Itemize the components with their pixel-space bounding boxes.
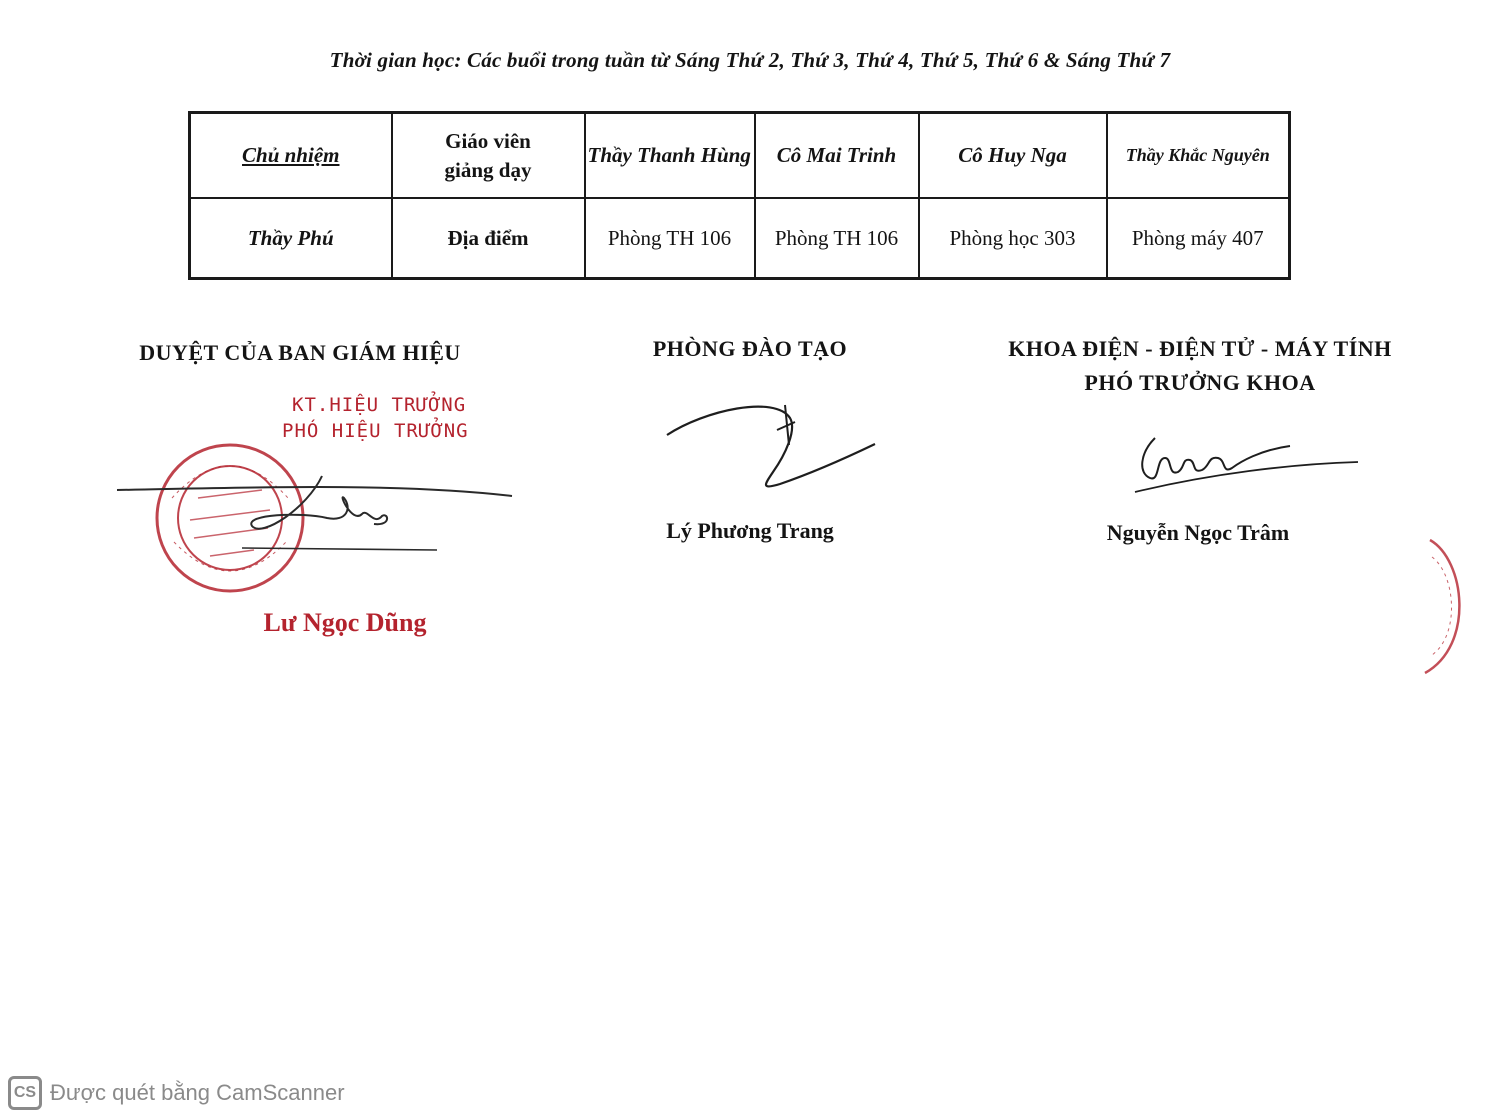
faculty-signer-name: Nguyễn Ngọc Trâm: [1106, 520, 1290, 545]
teacher-cell: Thầy Khắc Nguyên: [1107, 113, 1290, 199]
table-row: [190, 198, 1290, 279]
partial-seal-edge: [1420, 535, 1480, 685]
teacher-cell: Cô Huy Nga: [919, 113, 1107, 199]
timetable: [188, 111, 1291, 280]
room-cell: Phòng TH 106: [755, 198, 919, 279]
faculty-heading: [960, 336, 1440, 396]
training-office-signature: [665, 400, 885, 500]
stamp-title-line1: KT.HIỆU TRƯỞNG: [292, 394, 467, 416]
faculty-heading-line2: PHÓ TRƯỞNG KHOA: [1084, 370, 1316, 395]
homeroom-teacher: Thầy Phú: [190, 198, 392, 279]
board-signer-name: Lư Ngọc Dũng: [263, 608, 427, 637]
camscanner-watermark: [8, 1076, 345, 1110]
board-approval-heading: DUYỆT CỦA BAN GIÁM HIỆU: [139, 340, 461, 365]
faculty-heading-line1: KHOA ĐIỆN - ĐIỆN TỬ - MÁY TÍNH: [1008, 336, 1392, 361]
camscanner-logo-icon: CS: [8, 1076, 42, 1110]
teacher-cell: Thầy Thanh Hùng: [585, 113, 755, 199]
room-cell: Phòng TH 106: [585, 198, 755, 279]
room-cell: Phòng máy 407: [1107, 198, 1290, 279]
teacher-cell: Cô Mai Trinh: [755, 113, 919, 199]
teacher-label: Giáo viên giảng dạy: [392, 113, 585, 199]
table-row: [190, 113, 1290, 199]
training-office-signer-name: Lý Phương Trang: [666, 518, 834, 543]
camscanner-label: Được quét bằng CamScanner: [50, 1080, 345, 1105]
room-cell: Phòng học 303: [919, 198, 1107, 279]
faculty-signature: [1130, 428, 1370, 498]
training-office-heading: PHÒNG ĐÀO TẠO: [652, 336, 848, 361]
stamp-title-line2: PHÓ HIỆU TRƯỞNG: [282, 420, 469, 442]
location-label: Địa điểm: [392, 198, 585, 279]
homeroom-header: Chủ nhiệm: [190, 113, 392, 199]
board-signature: [112, 468, 532, 558]
schedule-line: Thời gian học: Các buổi trong tuần từ Sáng Thứ 2, Thứ 3, Thứ 4, Thứ 5, Thứ 6 & Sáng Thứ 7: [329, 48, 1171, 72]
